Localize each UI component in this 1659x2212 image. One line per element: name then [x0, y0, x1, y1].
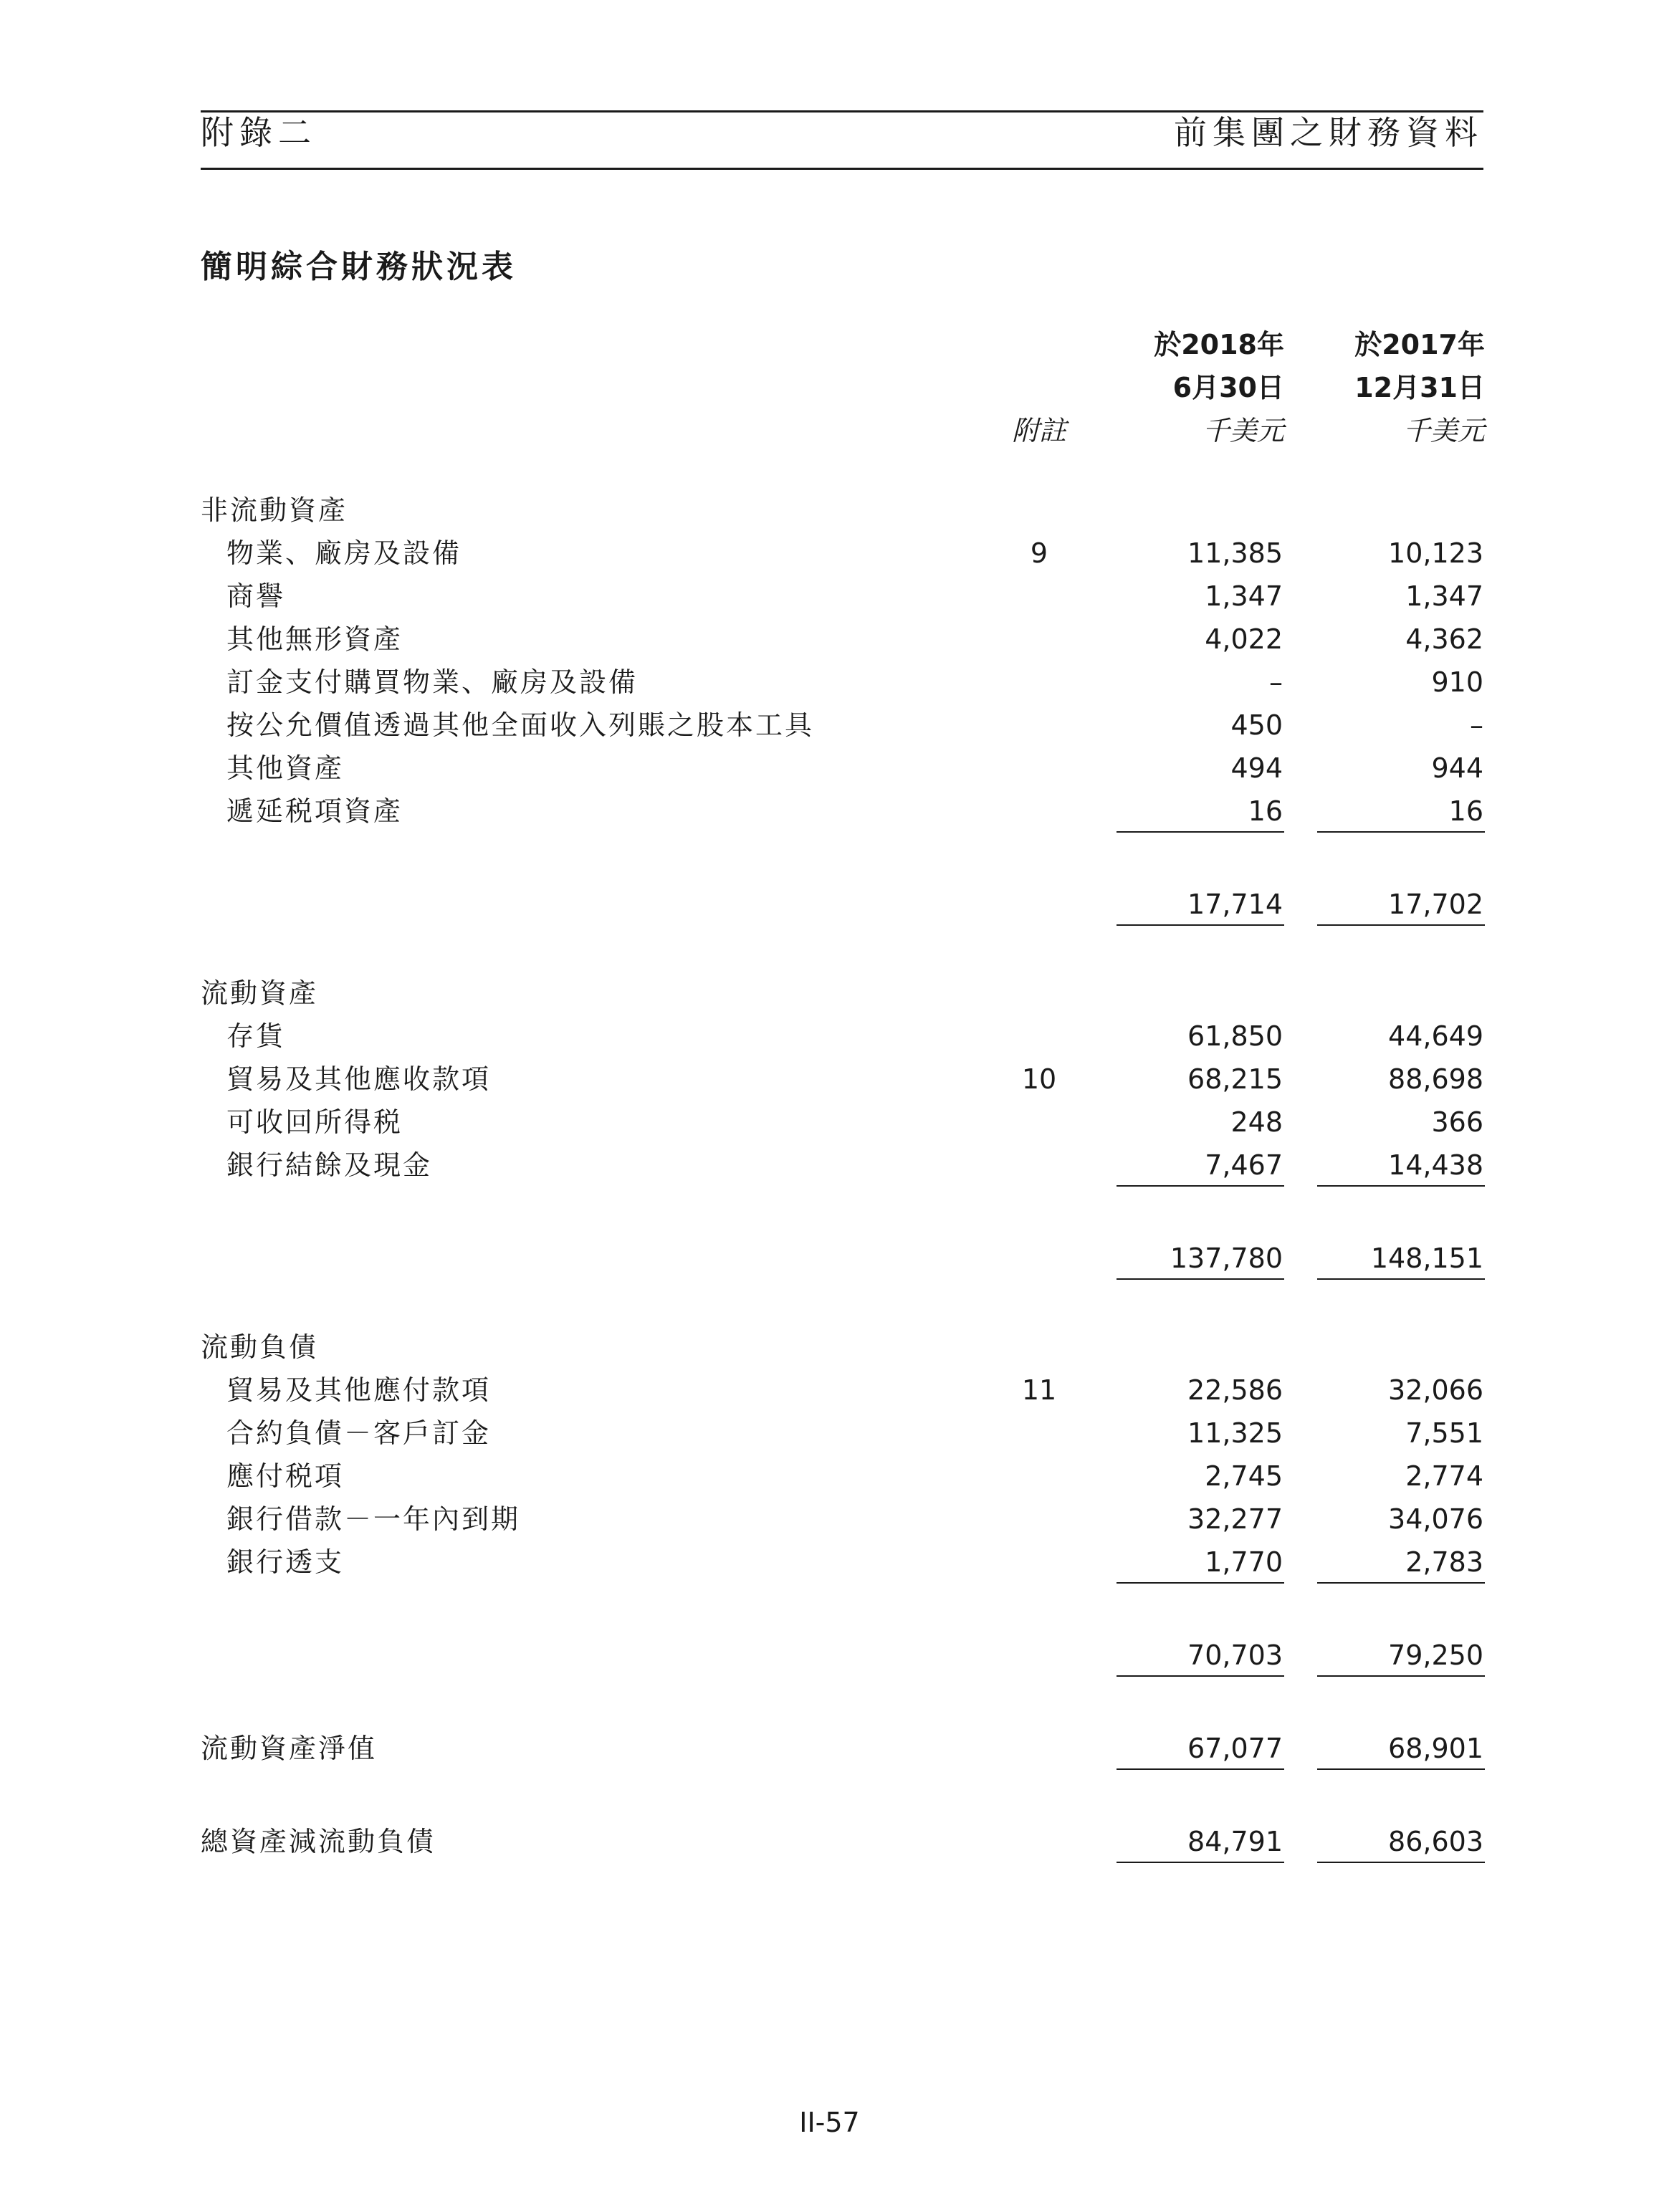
- row-value-2018: 7,467: [1205, 1149, 1283, 1181]
- row-value-2017: 14,438: [1388, 1149, 1483, 1181]
- row-value-2018: 61,850: [1187, 1020, 1283, 1052]
- col1-unit: 千美元: [1202, 415, 1284, 446]
- row-value-2018: 16: [1248, 795, 1283, 827]
- section-heading: [0, 1326, 1659, 1369]
- total-rule: [1117, 1862, 1284, 1863]
- row-label: 其他無形資產: [226, 623, 403, 655]
- row-value-2017: 366: [1431, 1106, 1483, 1138]
- row-value-2018: 22,586: [1187, 1374, 1283, 1406]
- row-value-2018: 68,215: [1187, 1063, 1283, 1095]
- total-assets-less-cl-2017: 86,603: [1388, 1826, 1483, 1857]
- appendix-label: 附錄二: [201, 113, 317, 152]
- total-rule: [1317, 1278, 1485, 1280]
- total-assets-less-cl-label: 總資產減流動負債: [201, 1826, 436, 1857]
- page-number: II-57: [799, 2107, 860, 2138]
- table-row: [0, 1101, 1659, 1144]
- subtotal-rule: [1117, 1185, 1284, 1187]
- current-assets-total-2017: 148,151: [1370, 1243, 1483, 1274]
- table-row: [0, 1015, 1659, 1058]
- table-row: [0, 1541, 1659, 1584]
- net-current-assets-2017: 68,901: [1388, 1733, 1483, 1764]
- row-value-2018: 1,347: [1205, 580, 1283, 612]
- row-label: 可收回所得税: [226, 1106, 403, 1138]
- section-header-title: 前集團之財務資料: [1174, 113, 1483, 152]
- header-bottom-rule: [201, 168, 1483, 170]
- non-current-assets-total-2018: 17,714: [1187, 889, 1283, 920]
- total-rule: [1117, 1675, 1284, 1677]
- row-value-2017: 910: [1431, 666, 1483, 698]
- row-label: 銀行透支: [226, 1546, 345, 1578]
- subtotal-rule: [1117, 1582, 1284, 1584]
- row-value-2017: 2,774: [1405, 1460, 1483, 1492]
- row-value-2018: 248: [1230, 1106, 1283, 1138]
- net-current-assets-label: 流動資產淨值: [201, 1733, 378, 1764]
- row-label: 其他資產: [226, 752, 345, 784]
- section-heading: [0, 972, 1659, 1015]
- summary-row: [0, 1820, 1659, 1863]
- row-value-2017: 10,123: [1388, 537, 1483, 569]
- row-value-2018: 11,385: [1187, 537, 1283, 569]
- table-row: [0, 747, 1659, 790]
- row-value-2017: 88,698: [1388, 1063, 1483, 1095]
- table-row: [0, 661, 1659, 704]
- non-current-assets-heading: 非流動資產: [201, 494, 348, 526]
- current-liabilities-heading: 流動負債: [201, 1331, 319, 1363]
- statement-title: 簡明綜合財務狀況表: [201, 249, 517, 285]
- summary-row: [0, 1727, 1659, 1770]
- total-rule: [1317, 1768, 1485, 1770]
- row-value-2017: 2,783: [1405, 1546, 1483, 1578]
- row-label: 貿易及其他應收款項: [226, 1063, 492, 1095]
- row-note: 11: [1021, 1374, 1057, 1406]
- row-label: 銀行結餘及現金: [226, 1149, 433, 1181]
- row-value-2017: 32,066: [1388, 1374, 1483, 1406]
- table-row: [0, 1412, 1659, 1455]
- col1-date-year: 於2018年: [1154, 329, 1284, 360]
- table-row: [0, 790, 1659, 833]
- table-row: [0, 532, 1659, 575]
- section-heading: [0, 489, 1659, 532]
- total-rule: [1317, 924, 1485, 926]
- row-value-2017: –: [1470, 709, 1483, 741]
- row-note: 10: [1021, 1063, 1057, 1095]
- row-value-2017: 44,649: [1388, 1020, 1483, 1052]
- col1-date-day: 6月30日: [1172, 372, 1284, 403]
- row-label: 按公允價值透過其他全面收入列賬之股本工具: [226, 709, 815, 741]
- subtotal-rule: [1317, 831, 1485, 833]
- total-rule: [1117, 1768, 1284, 1770]
- col2-unit: 千美元: [1402, 415, 1485, 446]
- row-value-2017: 4,362: [1405, 623, 1483, 655]
- current-assets-heading: 流動資產: [201, 977, 319, 1009]
- table-row: [0, 704, 1659, 747]
- table-row: [0, 1144, 1659, 1187]
- row-label: 訂金支付購買物業、廠房及設備: [226, 666, 639, 698]
- subtotal-rule: [1317, 1185, 1485, 1187]
- row-value-2018: 1,770: [1205, 1546, 1283, 1578]
- current-liabilities-total-2017: 79,250: [1388, 1639, 1483, 1671]
- row-label: 遞延税項資產: [226, 795, 403, 827]
- total-rule: [1117, 924, 1284, 926]
- row-value-2018: 11,325: [1187, 1417, 1283, 1449]
- header-top-rule: [201, 110, 1483, 112]
- row-label: 物業、廠房及設備: [226, 537, 462, 569]
- table-row: [0, 1369, 1659, 1412]
- row-label: 應付税項: [226, 1460, 345, 1492]
- row-label: 貿易及其他應付款項: [226, 1374, 492, 1406]
- row-value-2017: 34,076: [1388, 1503, 1483, 1535]
- row-value-2018: –: [1269, 666, 1283, 698]
- table-row: [0, 1455, 1659, 1498]
- current-assets-total-2018: 137,780: [1170, 1243, 1283, 1274]
- total-rule: [1117, 1278, 1284, 1280]
- col2-date-day: 12月31日: [1354, 372, 1485, 403]
- row-value-2017: 16: [1448, 795, 1483, 827]
- note-column-header: 附註: [1011, 415, 1066, 446]
- table-row: [0, 575, 1659, 618]
- row-label: 銀行借款－一年內到期: [226, 1503, 521, 1535]
- subtotal-row: [0, 883, 1659, 926]
- table-row: [0, 1498, 1659, 1541]
- subtotal-rule: [1317, 1582, 1485, 1584]
- total-assets-less-cl-2018: 84,791: [1187, 1826, 1283, 1857]
- col2-date-year: 於2017年: [1354, 329, 1485, 360]
- total-rule: [1317, 1675, 1485, 1677]
- total-rule: [1317, 1862, 1485, 1863]
- row-label: 存貨: [226, 1020, 286, 1052]
- non-current-assets-total-2017: 17,702: [1388, 889, 1483, 920]
- row-value-2017: 944: [1431, 752, 1483, 784]
- net-current-assets-2018: 67,077: [1187, 1733, 1283, 1764]
- row-value-2018: 2,745: [1205, 1460, 1283, 1492]
- subtotal-row: [0, 1237, 1659, 1280]
- row-note: 9: [1030, 537, 1048, 569]
- row-value-2018: 494: [1230, 752, 1283, 784]
- current-liabilities-total-2018: 70,703: [1187, 1639, 1283, 1671]
- row-value-2018: 4,022: [1205, 623, 1283, 655]
- row-value-2017: 1,347: [1405, 580, 1483, 612]
- table-row: [0, 1058, 1659, 1101]
- table-row: [0, 618, 1659, 661]
- row-label: 商譽: [226, 580, 286, 612]
- row-value-2017: 7,551: [1405, 1417, 1483, 1449]
- row-label: 合約負債－客戶訂金: [226, 1417, 492, 1449]
- subtotal-rule: [1117, 831, 1284, 833]
- row-value-2018: 32,277: [1187, 1503, 1283, 1535]
- row-value-2018: 450: [1230, 709, 1283, 741]
- subtotal-row: [0, 1634, 1659, 1677]
